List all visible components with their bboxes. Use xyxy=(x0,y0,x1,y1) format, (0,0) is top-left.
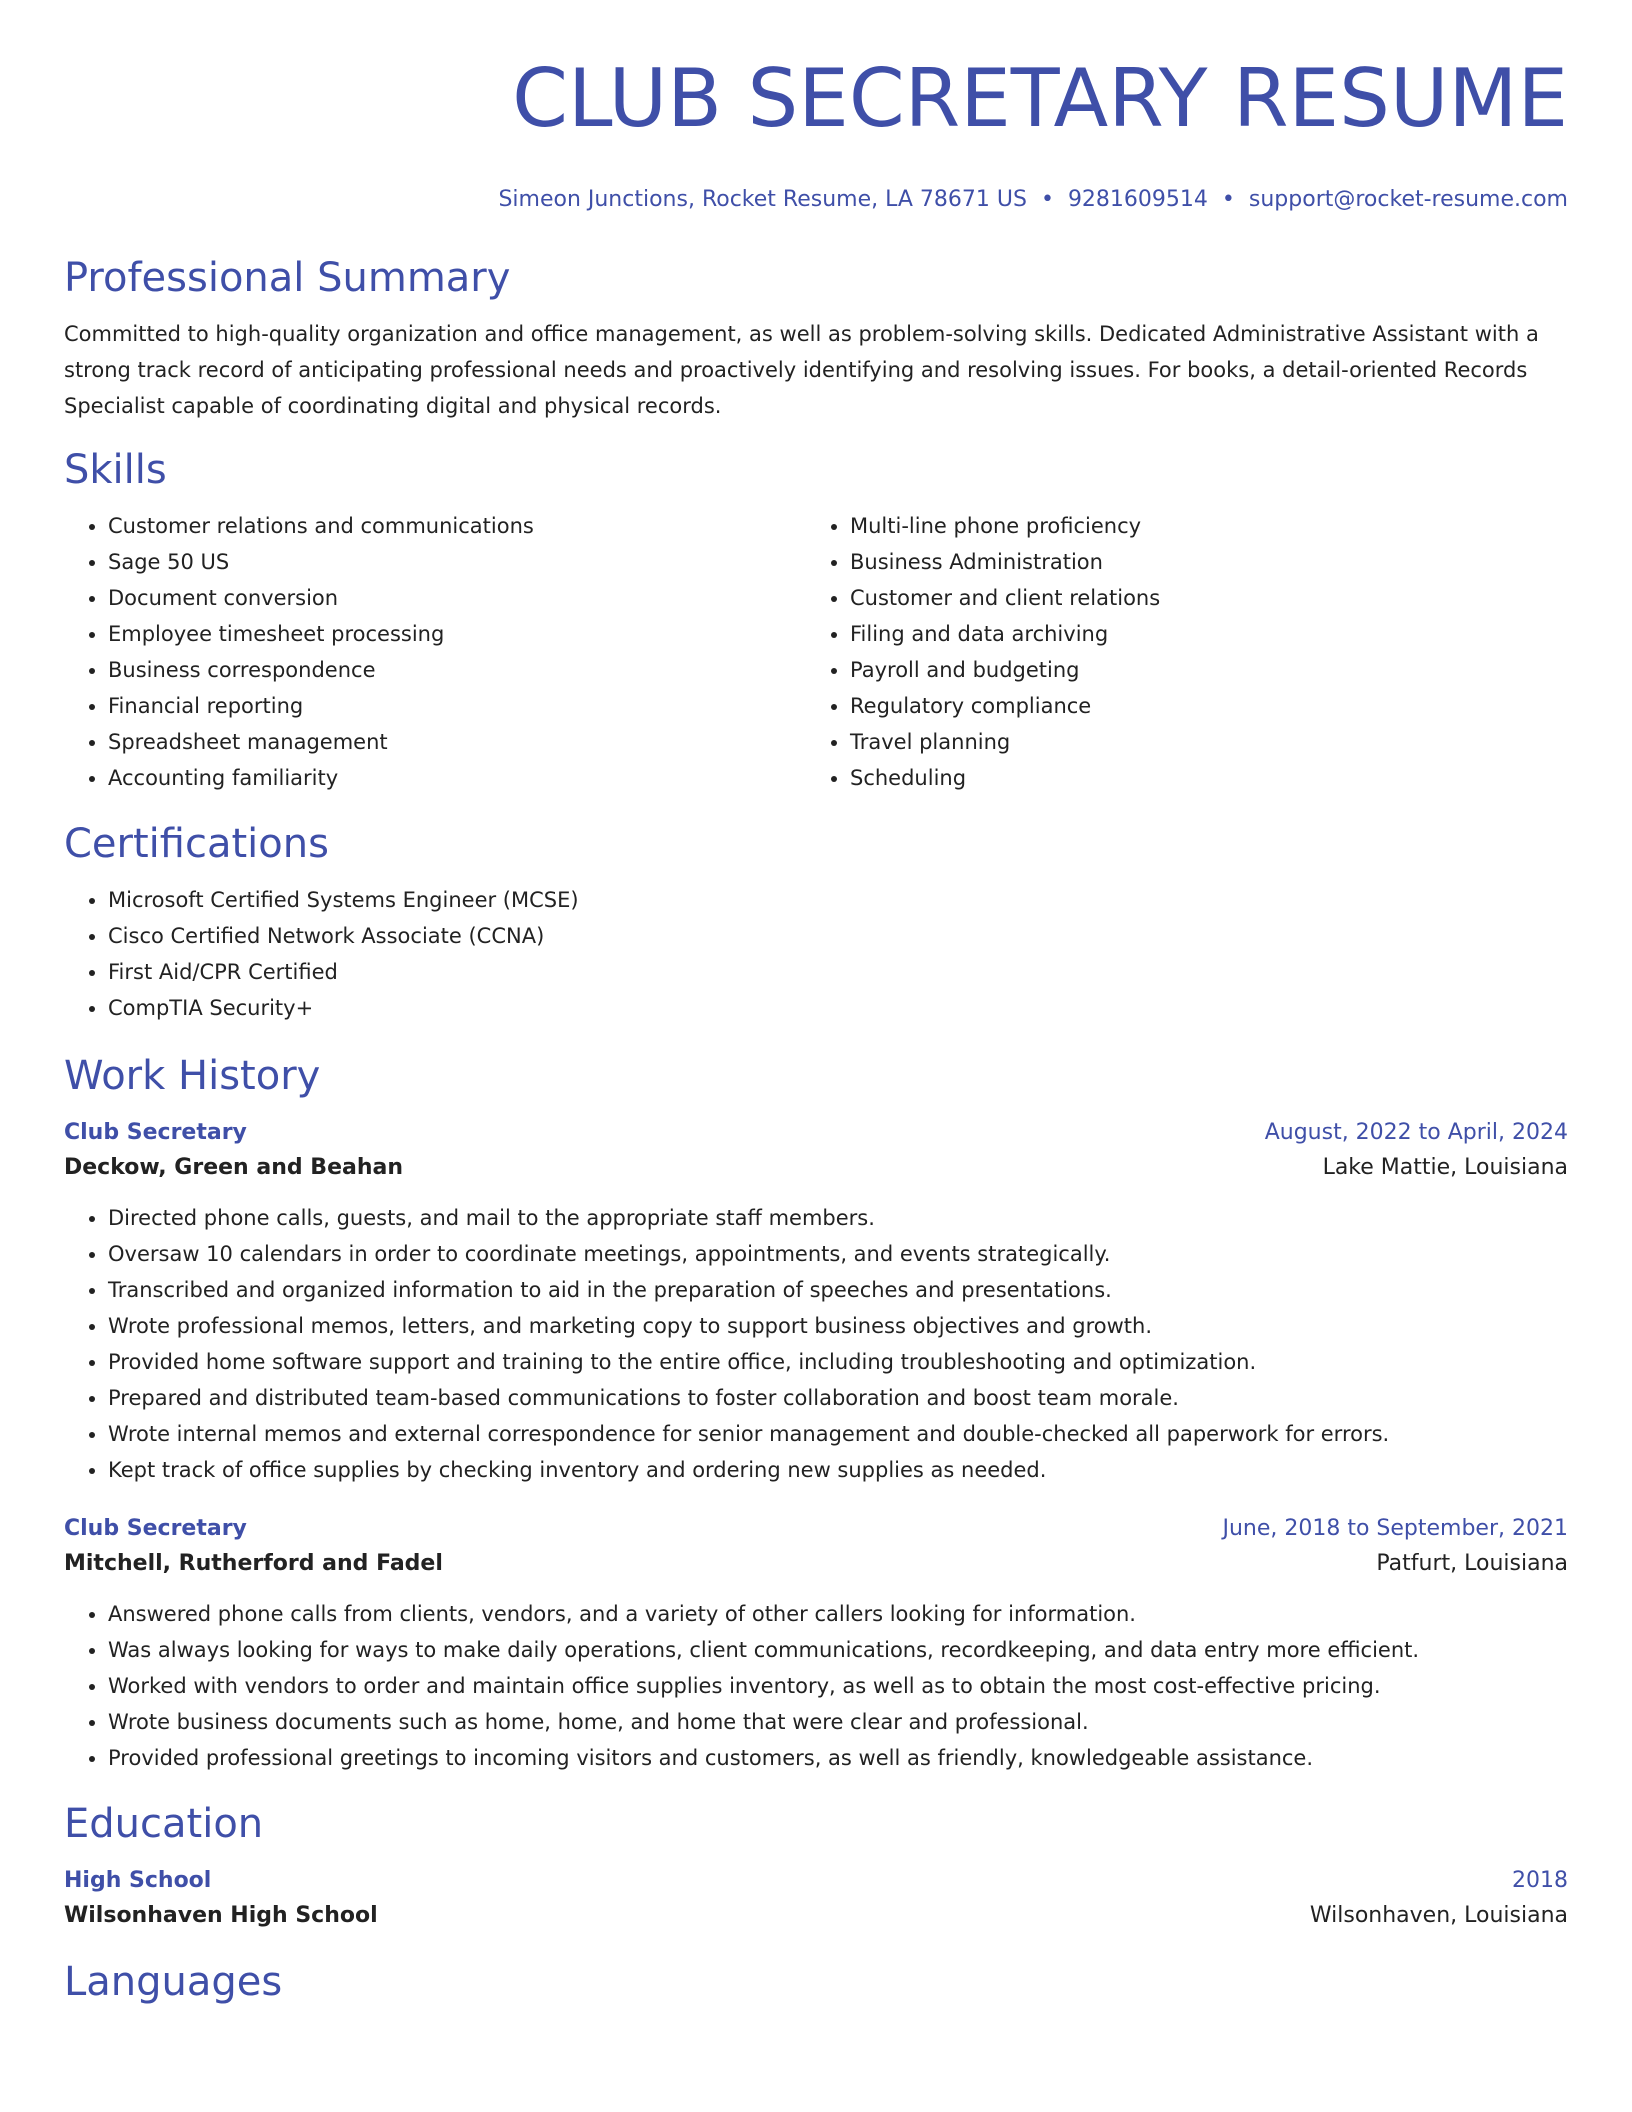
list-item: • Directed phone calls, guests, and mail to the appropriate staff members. xyxy=(108,1200,1568,1236)
list-item: • Prepared and distributed team-based communications to foster collaboration and boost team morale. xyxy=(108,1380,1568,1416)
contact-line xyxy=(64,185,1568,215)
job-location: Patfurt, Louisiana xyxy=(1376,1551,1568,1576)
job-duties-list xyxy=(64,1596,1568,1776)
list-item: • Travel planning xyxy=(850,724,1548,760)
list-item: • Wrote internal memos and external correspondence for senior management and double-checked all paperwork for errors. xyxy=(108,1416,1568,1452)
skills-list-left xyxy=(64,508,806,796)
list-item: • Provided home software support and training to the entire office, including troubleshooting and optimization. xyxy=(108,1344,1568,1380)
skills-column-right xyxy=(806,508,1548,796)
languages-heading: Languages xyxy=(64,1959,283,2005)
list-item: • Wrote professional memos, letters, and marketing copy to support business objectives and growth. xyxy=(108,1308,1568,1344)
contact-phone: 9281609514 xyxy=(1067,187,1208,212)
list-item: • Scheduling xyxy=(850,760,1548,796)
education-degree-row xyxy=(64,1866,1568,1896)
list-item: • Payroll and budgeting xyxy=(850,652,1548,688)
list-item: • Financial reporting xyxy=(108,688,806,724)
list-item: • Transcribed and organized information to aid in the preparation of speeches and presentations. xyxy=(108,1272,1568,1308)
job-title-row xyxy=(64,1514,1568,1544)
resume-page xyxy=(64,0,1568,2008)
job-entry xyxy=(64,1118,1568,1488)
resume-title: CLUB SECRETARY RESUME xyxy=(512,52,1568,145)
education-location: Wilsonhaven, Louisiana xyxy=(1309,1903,1568,1928)
list-item: • Filing and data archiving xyxy=(850,616,1548,652)
list-item: • Accounting familiarity xyxy=(108,760,806,796)
list-item: • Was always looking for ways to make daily operations, client communications, recordkeeping, and data entry more efficient. xyxy=(108,1632,1568,1668)
certifications-list xyxy=(64,882,1568,1026)
list-item: • First Aid/CPR Certified xyxy=(108,954,1568,990)
education-degree: High School xyxy=(64,1868,212,1893)
job-company: Deckow, Green and Beahan xyxy=(64,1155,404,1180)
list-item: • Worked with vendors to order and maintain office supplies inventory, as well as to obtain the most cost-effective pricing. xyxy=(108,1668,1568,1704)
job-dates: June, 2018 to September, 2021 xyxy=(1222,1516,1568,1541)
list-item: • Customer and client relations xyxy=(850,580,1548,616)
certifications-heading: Certifications xyxy=(64,821,329,867)
skills-column-left xyxy=(64,508,806,796)
job-title: Club Secretary xyxy=(64,1120,247,1145)
work-history-heading: Work History xyxy=(64,1053,321,1099)
list-item: • Document conversion xyxy=(108,580,806,616)
job-duties-list xyxy=(64,1200,1568,1488)
list-item: • Business Administration xyxy=(850,544,1548,580)
list-item: • CompTIA Security+ xyxy=(108,990,1568,1026)
summary-heading: Professional Summary xyxy=(64,255,511,301)
list-item: • Multi-line phone proficiency xyxy=(850,508,1548,544)
list-item: • Wrote business documents such as home, home, and home that were clear and professional. xyxy=(108,1704,1568,1740)
list-item: • Business correspondence xyxy=(108,652,806,688)
education-school: Wilsonhaven High School xyxy=(64,1903,378,1928)
job-dates: August, 2022 to April, 2024 xyxy=(1264,1120,1568,1145)
contact-separator: • xyxy=(1040,187,1054,212)
skills-grid xyxy=(64,508,1568,796)
education-entry xyxy=(64,1866,1568,1936)
skills-heading: Skills xyxy=(64,447,167,493)
list-item: • Regulatory compliance xyxy=(850,688,1548,724)
job-entry xyxy=(64,1514,1568,1776)
job-title: Club Secretary xyxy=(64,1516,247,1541)
list-item: • Customer relations and communications xyxy=(108,508,806,544)
skills-list-right xyxy=(806,508,1548,796)
education-heading: Education xyxy=(64,1801,264,1847)
job-title-row xyxy=(64,1118,1568,1148)
contact-address: Simeon Junctions, Rocket Resume, LA 78671 US xyxy=(498,187,1027,212)
job-location: Lake Mattie, Louisiana xyxy=(1322,1155,1568,1180)
list-item: • Cisco Certified Network Associate (CCNA) xyxy=(108,918,1568,954)
education-school-row xyxy=(64,1896,1568,1936)
list-item: • Provided professional greetings to incoming visitors and customers, as well as friendly, knowledgeable assistance. xyxy=(108,1740,1568,1776)
list-item: • Employee timesheet processing xyxy=(108,616,806,652)
list-item: • Oversaw 10 calendars in order to coordinate meetings, appointments, and events strategically. xyxy=(108,1236,1568,1272)
job-org-row xyxy=(64,1544,1568,1584)
job-company: Mitchell, Rutherford and Fadel xyxy=(64,1551,443,1576)
education-year: 2018 xyxy=(1512,1868,1568,1893)
list-item: • Kept track of office supplies by checking inventory and ordering new supplies as needed. xyxy=(108,1452,1568,1488)
summary-text: Committed to high-quality organization and office management, as well as problem-solving skills. Dedicated Administrative Assistant with a strong track record of anticipating professional needs and proactively identifying and resolving issues. For books, a detail-oriented Records Specialist capable of coordinating digital and physical records. xyxy=(64,322,1539,418)
list-item: • Sage 50 US xyxy=(108,544,806,580)
job-org-row xyxy=(64,1148,1568,1188)
contact-separator: • xyxy=(1221,187,1235,212)
list-item: • Answered phone calls from clients, vendors, and a variety of other callers looking for information. xyxy=(108,1596,1568,1632)
contact-email[interactable]: support@rocket-resume.com xyxy=(1248,187,1568,212)
list-item: • Spreadsheet management xyxy=(108,724,806,760)
list-item: • Microsoft Certified Systems Engineer (MCSE) xyxy=(108,882,1568,918)
